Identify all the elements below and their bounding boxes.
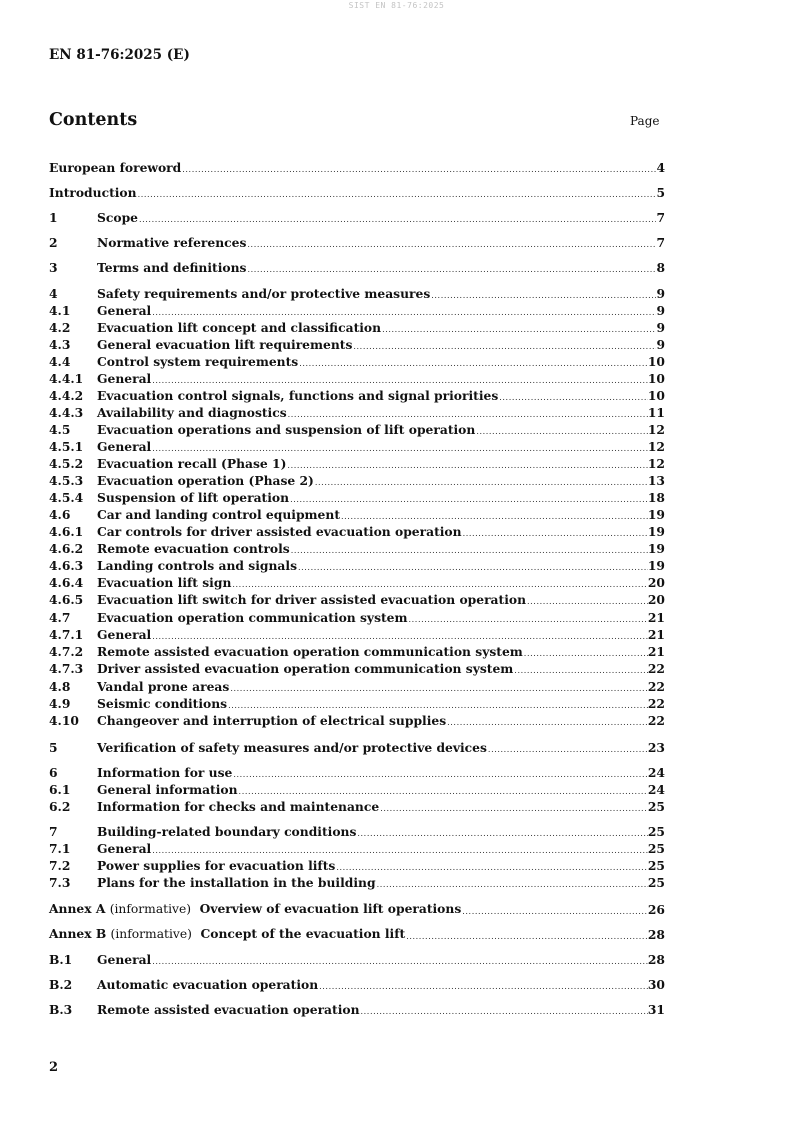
toc-entry-number: 4.7.2 — [49, 644, 84, 659]
dot-leader — [524, 648, 648, 659]
dot-leader — [361, 1006, 648, 1017]
toc-entry[interactable] — [49, 473, 665, 488]
dot-leader — [247, 264, 656, 275]
toc-entry-page: 10 — [647, 371, 665, 386]
dot-leader — [527, 596, 648, 607]
toc-entry-number: 7.3 — [49, 875, 71, 890]
dot-leader — [152, 307, 656, 318]
toc-entry-title: Car and landing control equipment — [97, 507, 341, 522]
dot-leader — [228, 700, 648, 711]
toc-entry-title: Evacuation operation (Phase 2) — [97, 473, 314, 488]
toc-entry-title: Vandal prone areas — [97, 679, 230, 694]
toc-entry-number: 4.7.3 — [49, 661, 84, 676]
annex-title: Concept of the evacuation lift — [200, 926, 406, 941]
toc-entry-number: 5 — [49, 740, 58, 755]
toc-entry-number: 4.8 — [49, 679, 71, 694]
toc-entry-title: Remote assisted evacuation operation — [97, 1002, 360, 1017]
toc-entry-title: Safety requirements and/or protective measures — [97, 286, 431, 301]
toc-entry-page: 25 — [647, 799, 665, 814]
toc-entry[interactable] — [49, 875, 665, 890]
toc-entry-page: 25 — [647, 841, 665, 856]
toc-entry[interactable] — [49, 541, 665, 556]
toc-entry-title: Plans for the installation in the building — [97, 875, 376, 890]
toc-entry-title: Suspension of lift operation — [97, 490, 290, 505]
dot-leader — [182, 164, 656, 175]
toc-entry-page: 9 — [656, 320, 665, 335]
toc-entry-page: 30 — [647, 977, 665, 992]
page-number: 2 — [49, 1060, 59, 1075]
dot-leader — [406, 931, 648, 942]
toc-entry-page: 24 — [647, 782, 665, 797]
dot-leader — [315, 477, 648, 488]
dot-leader — [431, 290, 656, 301]
toc-entry-page: 21 — [647, 627, 665, 642]
toc-entry[interactable] — [49, 824, 665, 839]
toc-entry[interactable] — [49, 765, 665, 780]
toc-entry-title — [49, 901, 461, 917]
toc-entry-title: Remote evacuation controls — [97, 541, 290, 556]
toc-entry-title: Terms and definitions — [97, 260, 247, 275]
dot-leader — [230, 683, 648, 694]
toc-entry[interactable] — [49, 235, 665, 250]
toc-entry-title: Evacuation operation communication system — [97, 610, 408, 625]
dot-leader — [152, 443, 648, 454]
toc-entry-number: 2 — [49, 235, 58, 250]
toc-entry-page: 12 — [647, 439, 665, 454]
dot-leader — [298, 562, 648, 573]
dot-leader — [377, 879, 648, 890]
toc-entry-number: 4.5 — [49, 422, 71, 437]
toc-entry[interactable] — [49, 456, 665, 471]
toc-entry-page: 26 — [647, 902, 665, 917]
toc-entry[interactable] — [49, 592, 665, 607]
toc-entry[interactable] — [49, 902, 665, 917]
dot-leader — [287, 460, 647, 471]
dot-leader — [239, 786, 648, 797]
toc-entry-page: 25 — [647, 858, 665, 873]
toc-entry-page: 18 — [647, 490, 665, 505]
dot-leader — [138, 189, 657, 200]
dot-leader — [462, 906, 648, 917]
toc-entry-number: 4 — [49, 286, 58, 301]
toc-entry-title: Evacuation control signals, functions and signal priorities — [97, 388, 499, 403]
toc-entry-number: 7 — [49, 824, 58, 839]
toc-entry-title: General — [97, 439, 152, 454]
toc-entry-page: 22 — [647, 679, 665, 694]
toc-entry[interactable] — [49, 303, 665, 318]
page-column-label: Page — [630, 114, 660, 128]
toc-entry-number: 4.10 — [49, 713, 79, 728]
toc-entry-page: 19 — [647, 541, 665, 556]
toc-entry[interactable] — [49, 160, 665, 175]
toc-entry-number: 4.7.1 — [49, 627, 84, 642]
toc-entry[interactable] — [49, 507, 665, 522]
toc-entry[interactable] — [49, 644, 665, 659]
dot-leader — [152, 956, 648, 967]
toc-entry-title: European foreword — [49, 160, 182, 175]
toc-entry[interactable] — [49, 490, 665, 505]
toc-entry[interactable] — [49, 799, 665, 814]
toc-entry-number: 4.4.3 — [49, 405, 84, 420]
toc-entry-number: 7.1 — [49, 841, 71, 856]
toc-entry-title: Evacuation operations and suspension of lift operation — [97, 422, 476, 437]
toc-entry-title: General — [97, 371, 152, 386]
toc-entry[interactable] — [49, 1002, 665, 1017]
dot-leader — [409, 614, 648, 625]
toc-entry-page: 19 — [647, 507, 665, 522]
annex-qualifier: (informative) — [110, 927, 192, 941]
toc-entry-title: Information for use — [97, 765, 233, 780]
watermark: SIST EN 81-76:2025 — [348, 1, 445, 10]
toc-entry-page: 7 — [656, 235, 665, 250]
dot-leader — [291, 545, 648, 556]
dot-leader — [299, 358, 648, 369]
toc-entry-title — [49, 926, 405, 942]
dot-leader — [319, 981, 648, 992]
toc-entry-page: 4 — [656, 160, 665, 175]
toc-entry-number: 4.4 — [49, 354, 71, 369]
toc-entry-page: 9 — [656, 303, 665, 318]
toc-entry[interactable] — [49, 354, 665, 369]
dot-leader — [488, 744, 648, 755]
toc-entry-number: 6.1 — [49, 782, 71, 797]
toc-entry-page: 10 — [647, 388, 665, 403]
dot-leader — [357, 828, 647, 839]
dot-leader — [447, 717, 648, 728]
toc-entry-number: 4.6.3 — [49, 558, 84, 573]
toc-entry-title: Availability and diagnostics — [97, 405, 287, 420]
dot-leader — [514, 665, 648, 676]
toc-entry-number: 4.6.5 — [49, 592, 84, 607]
toc-entry-page: 20 — [647, 592, 665, 607]
toc-entry-page: 22 — [647, 661, 665, 676]
toc-entry-number: 4.5.2 — [49, 456, 84, 471]
dot-leader — [139, 214, 656, 225]
toc-entry-page: 9 — [656, 286, 665, 301]
toc-entry[interactable] — [49, 977, 665, 992]
toc-entry-page: 23 — [647, 740, 665, 755]
toc-entry-page: 11 — [647, 405, 665, 420]
toc-entry[interactable] — [49, 927, 665, 942]
toc-entry-number: 4.6.4 — [49, 575, 84, 590]
toc-entry[interactable] — [49, 210, 665, 225]
toc-entry-number: 4.5.4 — [49, 490, 84, 505]
toc-entry-title: General — [97, 627, 152, 642]
dot-leader — [290, 494, 648, 505]
toc-entry-page: 19 — [647, 558, 665, 573]
toc-entry-page: 25 — [647, 875, 665, 890]
toc-entry-number: 4.5.1 — [49, 439, 84, 454]
toc-entry-number: 1 — [49, 210, 58, 225]
toc-entry[interactable] — [49, 185, 665, 200]
toc-entry-page: 12 — [647, 456, 665, 471]
dot-leader — [247, 239, 656, 250]
toc-entry-page: 9 — [656, 337, 665, 352]
dot-leader — [152, 631, 648, 642]
toc-entry-page: 12 — [647, 422, 665, 437]
toc-entry[interactable] — [49, 841, 665, 856]
toc-entry-title: Evacuation lift concept and classification — [97, 320, 382, 335]
toc-entry-title: Driver assisted evacuation operation communication system — [97, 661, 514, 676]
toc-entry-number: 6 — [49, 765, 58, 780]
dot-leader — [499, 392, 648, 403]
toc-entry-title: Remote assisted evacuation operation communication system — [97, 644, 523, 659]
toc-entry[interactable] — [49, 337, 665, 352]
toc-entry-page: 13 — [647, 473, 665, 488]
toc-entry-title: Scope — [97, 210, 138, 225]
dot-leader — [353, 341, 656, 352]
toc-entry-title: Verification of safety measures and/or protective devices — [97, 740, 487, 755]
toc-entry-number: 4.4.1 — [49, 371, 84, 386]
toc-entry-page: 21 — [647, 644, 665, 659]
annex-label: Annex A — [49, 901, 106, 916]
toc-entry[interactable] — [49, 713, 665, 728]
toc-entry[interactable] — [49, 858, 665, 873]
toc-entry-title: Evacuation lift sign — [97, 575, 232, 590]
annex-title: Overview of evacuation lift operations — [199, 901, 462, 916]
dot-leader — [382, 324, 656, 335]
toc-entry-page: 20 — [647, 575, 665, 590]
toc-entry-title: Power supplies for evacuation lifts — [97, 858, 336, 873]
toc-entry-title: Normative references — [97, 235, 247, 250]
dot-leader — [341, 511, 648, 522]
toc-entry-page: 22 — [647, 713, 665, 728]
contents-title: Contents — [49, 110, 138, 130]
dot-leader — [232, 579, 647, 590]
document-id: EN 81-76:2025 (E) — [49, 47, 190, 63]
dot-leader — [476, 426, 648, 437]
toc-entry-page: 31 — [647, 1002, 665, 1017]
toc-entry-number: B.3 — [49, 1002, 73, 1017]
dot-leader — [336, 862, 648, 873]
toc-entry[interactable] — [49, 952, 665, 967]
toc-entry-title: Seismic conditions — [97, 696, 228, 711]
toc-entry-number: 4.5.3 — [49, 473, 84, 488]
toc-entry[interactable] — [49, 286, 665, 301]
toc-entry-title: General evacuation lift requirements — [97, 337, 353, 352]
toc-entry-title: General information — [97, 782, 238, 797]
toc-entry-title: Evacuation lift switch for driver assisted evacuation operation — [97, 592, 527, 607]
toc-entry[interactable] — [49, 320, 665, 335]
toc-entry-title: Introduction — [49, 185, 137, 200]
toc-entry-title: Changeover and interruption of electrical supplies — [97, 713, 447, 728]
toc-entry-page: 25 — [647, 824, 665, 839]
toc-entry-number: 4.3 — [49, 337, 71, 352]
toc-entry[interactable] — [49, 439, 665, 454]
toc-entry-title: General — [97, 841, 152, 856]
toc-entry[interactable] — [49, 627, 665, 642]
toc-entry[interactable] — [49, 610, 665, 625]
toc-entry-number: B.2 — [49, 977, 73, 992]
toc-entry[interactable] — [49, 388, 665, 403]
toc-entry-number: 4.7 — [49, 610, 71, 625]
toc-entry[interactable] — [49, 679, 665, 694]
toc-entry-page: 28 — [647, 927, 665, 942]
toc-entry-title: Control system requirements — [97, 354, 299, 369]
toc-entry-number: 4.6 — [49, 507, 71, 522]
toc-entry[interactable] — [49, 524, 665, 539]
toc-entry-number: 4.9 — [49, 696, 71, 711]
toc-entry-page: 8 — [656, 260, 665, 275]
annex-label: Annex B — [49, 926, 107, 941]
dot-leader — [233, 769, 648, 780]
toc-entry[interactable] — [49, 661, 665, 676]
toc-entry[interactable] — [49, 422, 665, 437]
toc-entry-page: 21 — [647, 610, 665, 625]
toc-entry-number: 4.6.1 — [49, 524, 84, 539]
dot-leader — [152, 845, 648, 856]
toc-entry-title: Car controls for driver assisted evacuation operation — [97, 524, 462, 539]
toc-entry-page: 10 — [647, 354, 665, 369]
toc-entry-number: 4.1 — [49, 303, 71, 318]
toc-entry[interactable] — [49, 371, 665, 386]
toc-entry-number: 6.2 — [49, 799, 71, 814]
toc-entry-page: 24 — [647, 765, 665, 780]
dot-leader — [152, 375, 648, 386]
toc-entry-page: 5 — [656, 185, 665, 200]
toc-entry[interactable] — [49, 575, 665, 590]
dot-leader — [463, 528, 648, 539]
toc-entry[interactable] — [49, 740, 665, 755]
toc-entry[interactable] — [49, 782, 665, 797]
toc-entry-number: 3 — [49, 260, 58, 275]
toc-entry-number: 4.6.2 — [49, 541, 84, 556]
toc-entry[interactable] — [49, 260, 665, 275]
toc-entry-page: 22 — [647, 696, 665, 711]
toc-entry-page: 19 — [647, 524, 665, 539]
toc-entry-title: Landing controls and signals — [97, 558, 297, 573]
toc-entry-number: 4.2 — [49, 320, 71, 335]
toc-entry-title: General — [97, 952, 152, 967]
toc-entry[interactable] — [49, 558, 665, 573]
toc-entry-title: Information for checks and maintenance — [97, 799, 380, 814]
toc-entry[interactable] — [49, 405, 665, 420]
toc-entry-title: Evacuation recall (Phase 1) — [97, 456, 287, 471]
toc-entry-number: 7.2 — [49, 858, 71, 873]
toc-entry-title: Automatic evacuation operation — [97, 977, 319, 992]
toc-entry-title: Building-related boundary conditions — [97, 824, 357, 839]
toc-entry[interactable] — [49, 696, 665, 711]
annex-qualifier: (informative) — [109, 902, 192, 916]
dot-leader — [380, 803, 648, 814]
toc-entry-number: B.1 — [49, 952, 73, 967]
toc-entry-title: General — [97, 303, 152, 318]
dot-leader — [288, 409, 648, 420]
toc-entry-page: 7 — [656, 210, 665, 225]
toc-entry-number: 4.4.2 — [49, 388, 84, 403]
toc-entry-page: 28 — [647, 952, 665, 967]
